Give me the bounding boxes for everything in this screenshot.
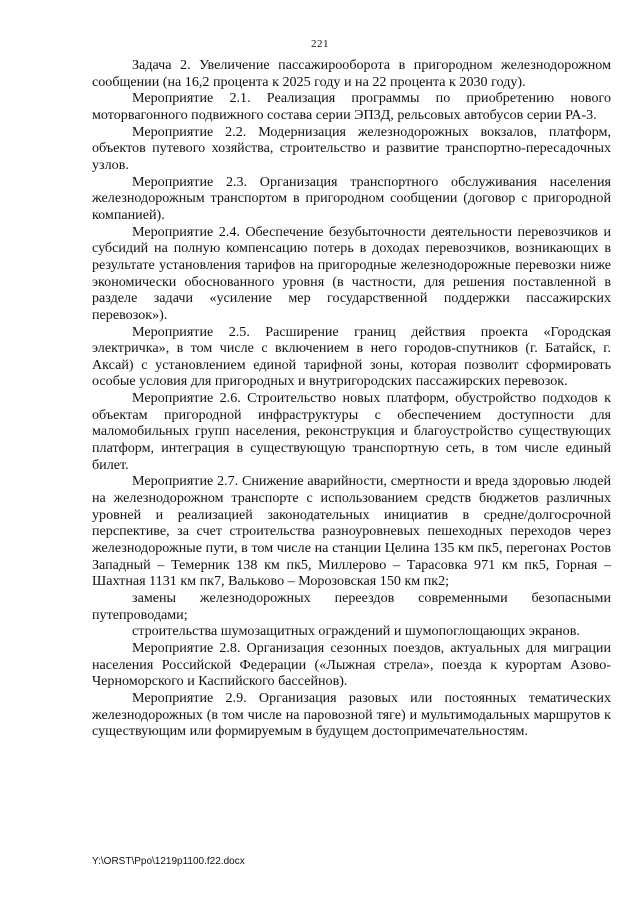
paragraph-noise-barriers: строительства шумозащитных ограждений и шумопоглощающих экранов. xyxy=(132,623,580,640)
page-number: 221 xyxy=(311,38,329,50)
paragraph-task-2: Задача 2. Увеличение пассажирооборота в пригородном железнодорожном сообщении (на 16,2 процента к 2025 году и на 22 процента к 2030 году). xyxy=(92,57,611,90)
paragraph-measure-2-4: Мероприятие 2.4. Обеспечение безубыточности деятельности перевозчиков и субсидий на полную компенсацию потерь в доходах перевозчиков, возникающих в результате установления тарифов на пригородные железнодорожные перевозки ниже экономически обоснованного уровня (в частности, для решения поставленной в разделе задачи «усиление мер государственной поддержки пассажирских перевозок»). xyxy=(92,223,611,323)
paragraph-measure-2-1: Мероприятие 2.1. Реализация программы по приобретению нового моторвагонного подвижного состава серии ЭП3Д, рельсовых автобусов серии РА-3. xyxy=(92,90,611,123)
paragraph-measure-2-2: Мероприятие 2.2. Модернизация железнодорожных вокзалов, платформ, объектов путевого хозяйства, строительство и развитие транспортно-пересадочных узлов. xyxy=(92,123,611,173)
paragraph-measure-2-9: Мероприятие 2.9. Организация разовых или постоянных тематических железнодорожных (в том числе на паровозной тяге) и мультимодальных маршрутов к существующим или формируемым в будущем достопримечательностям. xyxy=(92,689,611,740)
document-body xyxy=(92,57,611,740)
paragraph-measure-2-8: Мероприятие 2.8. Организация сезонных поездов, актуальных для миграции населения Российской Федерации («Лыжная стрела», поезда к курортам Азово-Черноморского и Каспийского бассейнов). xyxy=(92,639,611,690)
file-path-footer: Y:\ORST\Ppo\1219p1100.f22.docx xyxy=(92,856,245,867)
paragraph-measure-2-7: Мероприятие 2.7. Снижение аварийности, смертности и вреда здоровью людей на железнодорожном транспорте с использованием средств бюджетов различных уровней и реализацией законодательных инициатив в средне/долгосрочной перспективе, за счет строительства разноуровневых пешеходных переходов через железнодорожные пути, в том числе на станции Целина 135 км пк5, перегонах Ростов Западный – Темерник 138 км пк5, Миллерово – Тарасовка 971 км пк5, Горная – Шахтная 1131 км пк7, Вальково – Морозовская 150 км пк2; xyxy=(92,473,611,590)
paragraph-measure-2-6: Мероприятие 2.6. Строительство новых платформ, обустройство подходов к объектам пригородной инфраструктуры с обеспечением доступности для маломобильных групп населения, реконструкция и благоустройство существующих платформ, интеграция в существующую транспортную сеть, в том числе единый билет. xyxy=(92,390,611,473)
paragraph-measure-2-3: Мероприятие 2.3. Организация транспортного обслуживания населения железнодорожным транспортом в пригородном сообщении (договор с пригородной компанией). xyxy=(92,173,611,223)
paragraph-crossings: замены железнодорожных переездов современными безопасными путепроводами; xyxy=(92,590,611,623)
paragraph-measure-2-5: Мероприятие 2.5. Расширение границ действия проекта «Городская электричка», в том числе с включением в него городов-спутников (г. Батайск, г. Аксай) с установлением единой тарифной зоны, которая позволит сформировать особые условия для пригородных и внутригородских пассажирских перевозок. xyxy=(92,323,611,390)
